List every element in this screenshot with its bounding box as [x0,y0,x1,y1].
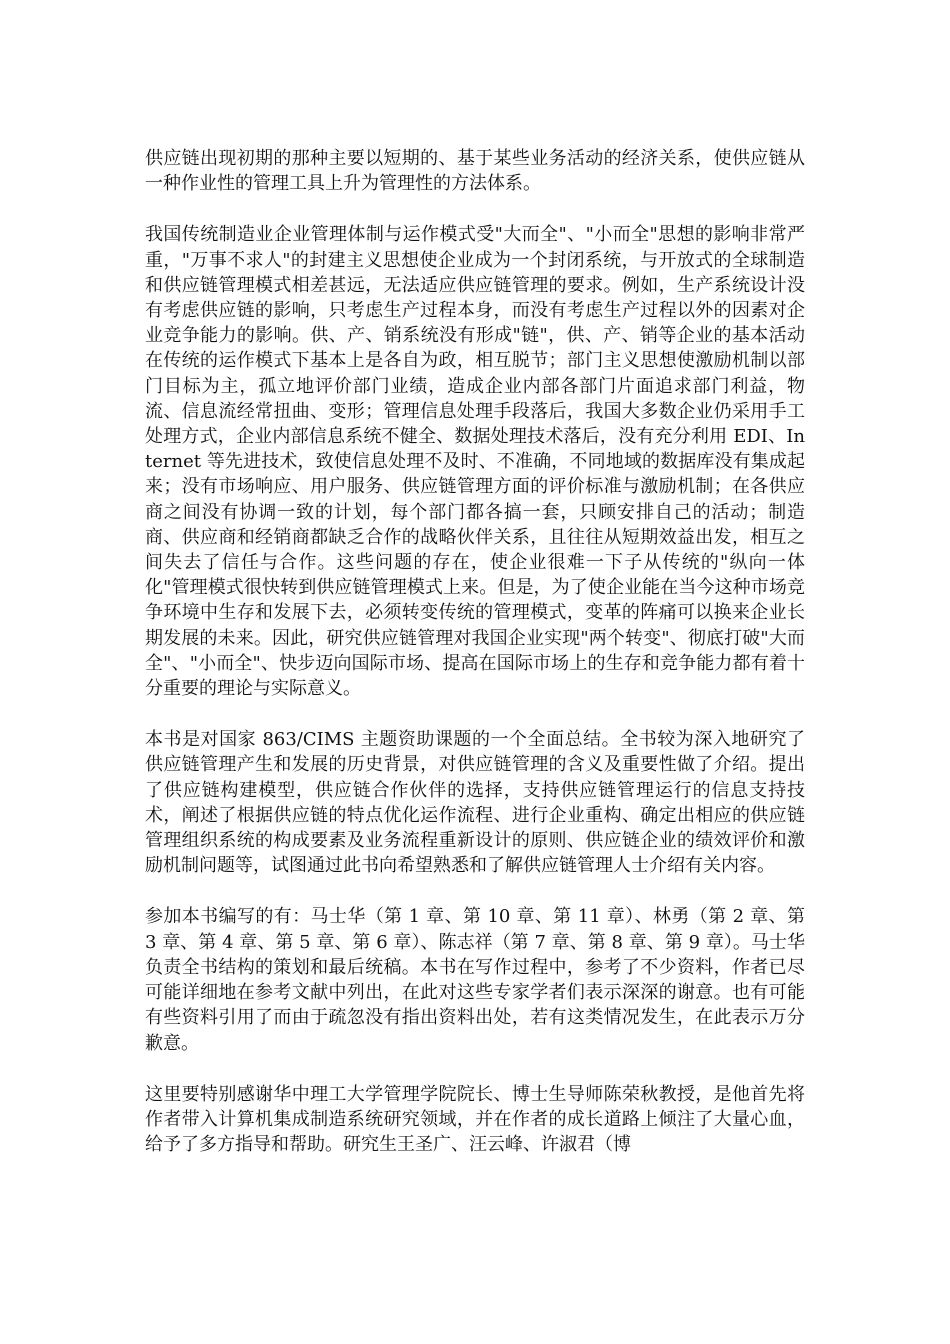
paragraph-traditional-management-problems: 我国传统制造业企业管理体制与运作模式受"大而全"、"小而全"思想的影响非常严重，"万事不求人"的封建主义思想使企业成为一个封闭系统，与开放式的全球制造和供应链管理模式相差甚远，无法适应供应链管理的要求。例如，生产系统设计没有考虑供应链的影响，只考虑生产过程本身，而没有考虑生产过程以外的因素对企业竞争能力的影响。供、产、销系统没有形成"链"，供、产、销等企业的基本活动在传统的运作模式下基本上是各自为政，相互脱节；部门主义思想使激励机制以部门目标为主，孤立地评价部门业绩，造成企业内部各部门片面追求部门利益，物流、信息流经常扭曲、变形；管理信息处理手段落后，我国大多数企业仍采用手工处理方式，企业内部信息系统不健全、数据处理技术落后，没有充分利用 EDI、Internet 等先进技术，致使信息处理不及时、不准确，不同地域的数据库没有集成起来；没有市场响应、用户服务、供应链管理方面的评价标准与激励机制；在各供应商之间没有协调一致的计划，每个部门都各搞一套，只顾安排自己的活动；制造商、供应商和经销商都缺乏合作的战略伙伴关系，且往往从短期效益出发，相互之间失去了信任与合作。这些问题的存在，使企业很难一下子从传统的"纵向一体化"管理模式很快转到供应链管理模式上来。但是，为了使企业能在当今这种市场竞争环境中生存和发展下去，必须转变传统的管理模式，变革的阵痛可以换来企业长期发展的未来。因此，研究供应链管理对我国企业实现"两个转变"、彻底打破"大而全"、"小而全"、快步迈向国际市场、提高在国际市场上的生存和竞争能力都有着十分重要的理论与实际意义。 [145,224,805,700]
paragraph-acknowledgements: 这里要特别感谢华中理工大学管理学院院长、博士生导师陈荣秋教授，是他首先将作者带入计算机集成制造系统研究领域，并在作者的成长道路上倾注了大量心血，给予了多方指导和帮助。研究生王圣广、汪云峰、许淑君（博 [145,1083,805,1156]
paragraph-authors: 参加本书编写的有：马士华（第 1 章、第 10 章、第 11 章）、林勇（第 2 章、第 3 章、第 4 章、第 5 章、第 6 章）、陈志祥（第 7 章、第 8 章、第 9 章）。马士华负责全书结构的策划和最后统稿。本书在写作过程中，参考了不少资料，作者已尽可能详细地在参考文献中列出，在此对这些专家学者们表示深深的谢意。也有可能有些资料引用了而由于疏忽没有指出资料出处，若有这类情况发生，在此表示万分歉意。 [145,906,805,1054]
paragraph-book-summary: 本书是对国家 863/CIMS 主题资助课题的一个全面总结。全书较为深入地研究了供应链管理产生和发展的历史背景，对供应链管理的含义及重要性做了介绍。提出了供应链构建模型，供应链合作伙伴的选择，支持供应链管理运行的信息支持技术，阐述了根据供应链的特点优化运作流程、进行企业重构、确定出相应的供应链管理组织系统的构成要素及业务流程重新设计的原则、供应链企业的绩效评价和激励机制问题等，试图通过此书向希望熟悉和了解供应链管理人士介绍有关内容。 [145,729,805,877]
paragraph-supply-chain-evolution: 供应链出现初期的那种主要以短期的、基于某些业务活动的经济关系，使供应链从一种作业性的管理工具上升为管理性的方法体系。 [145,148,805,195]
document-body [145,146,805,1183]
